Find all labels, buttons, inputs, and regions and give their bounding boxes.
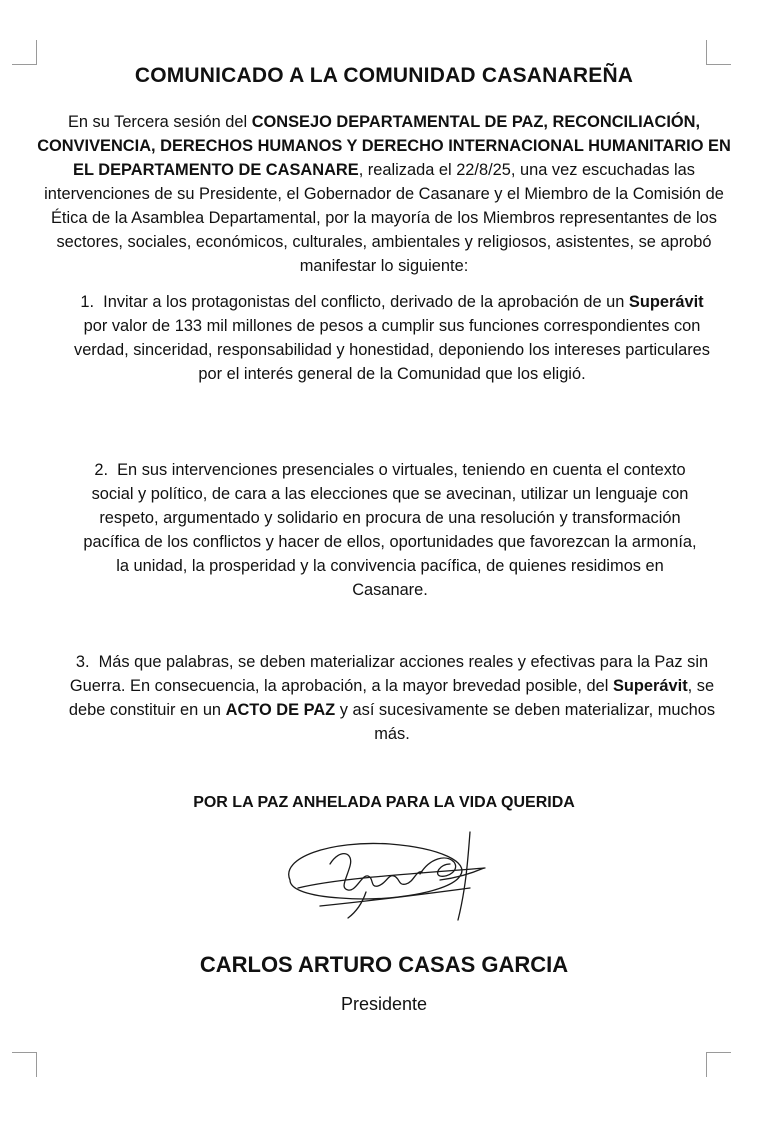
list-item-1 (72, 290, 712, 386)
crop-mark-bottom-right (706, 1052, 731, 1077)
acto-de-paz-term: ACTO DE PAZ (225, 701, 336, 719)
list-item-text: Invitar a los protagonistas del conflicto, derivado de la aprobación de un (103, 293, 629, 311)
council-name: CONSEJO DEPARTAMENTAL DE PAZ, RECONCILIACIÓN, CONVIVENCIA, DERECHOS HUMANOS Y DERECHO INTERNACIONAL HUMANITARIO EN EL DEPARTAMENTO DE CASANARE (37, 113, 731, 179)
crop-mark-bottom-left (12, 1052, 37, 1077)
closing-motto: POR LA PAZ ANHELADA PARA LA VIDA QUERIDA (193, 794, 575, 811)
intro-text-start: En su Tercera sesión del (67, 113, 252, 131)
list-item-text: Más que palabras, se deben materializar acciones reales y efectivas para la Paz sin Guerra. En consecuencia, la aprobación, a la mayor brevedad posible, del (69, 653, 709, 695)
list-item-text: y así sucesivamente se deben materializar, muchos más. (335, 701, 716, 743)
list-item-number: 3. (75, 653, 90, 671)
handwritten-signature (270, 818, 510, 928)
list-item-text: por valor de 133 mil millones de pesos a cumplir sus funciones correspondientes con verdad, sinceridad, responsabilidad y honestidad, deponiendo los intereses particulares por el interés general de la Comunidad que los eligió. (74, 317, 710, 383)
crop-mark-top-right (706, 40, 731, 65)
crop-mark-top-left (12, 40, 37, 65)
intro-text-end: , realizada el 22/8/25, una vez escuchadas las intervenciones de su Presidente, el Gobernador de Casanare y el Miembro de la Comisión de Ética de la Asamblea Departamental, por la mayoría de los Miembros representantes de los sectores, sociales, económicos, culturales, ambientales y religiosos, asistentes, se aprobó manifestar lo siguiente: (44, 161, 724, 275)
list-item-2 (80, 458, 700, 602)
list-item-number: 1. (80, 293, 95, 311)
superavit-term: Superávit (628, 293, 704, 311)
list-item-text: , se debe constituir en un (68, 677, 715, 719)
intro-paragraph (34, 110, 734, 278)
list-item-number: 2. (94, 461, 108, 479)
list-item-text: En sus intervenciones presenciales o virtuales, teniendo en cuenta el contexto social y político, de cara a las elecciones que se avecinan, utilizar un lenguaje con respeto, argumentado y solidario en procura de una resolución y transformación pacífica de los conflictos y hacer de ellos, oportunidades que favorezcan la armonía, la unidad, la prosperidad y la convivencia pacífica, de quienes residimos en Casanare. (83, 461, 697, 599)
signer-name: CARLOS ARTURO CASAS GARCIA (199, 952, 569, 977)
document-title: COMUNICADO A LA COMUNIDAD CASANAREÑA (134, 64, 634, 87)
superavit-term: Superávit (612, 677, 688, 695)
signer-role: Presidente (340, 994, 428, 1014)
list-item-3 (52, 650, 732, 746)
